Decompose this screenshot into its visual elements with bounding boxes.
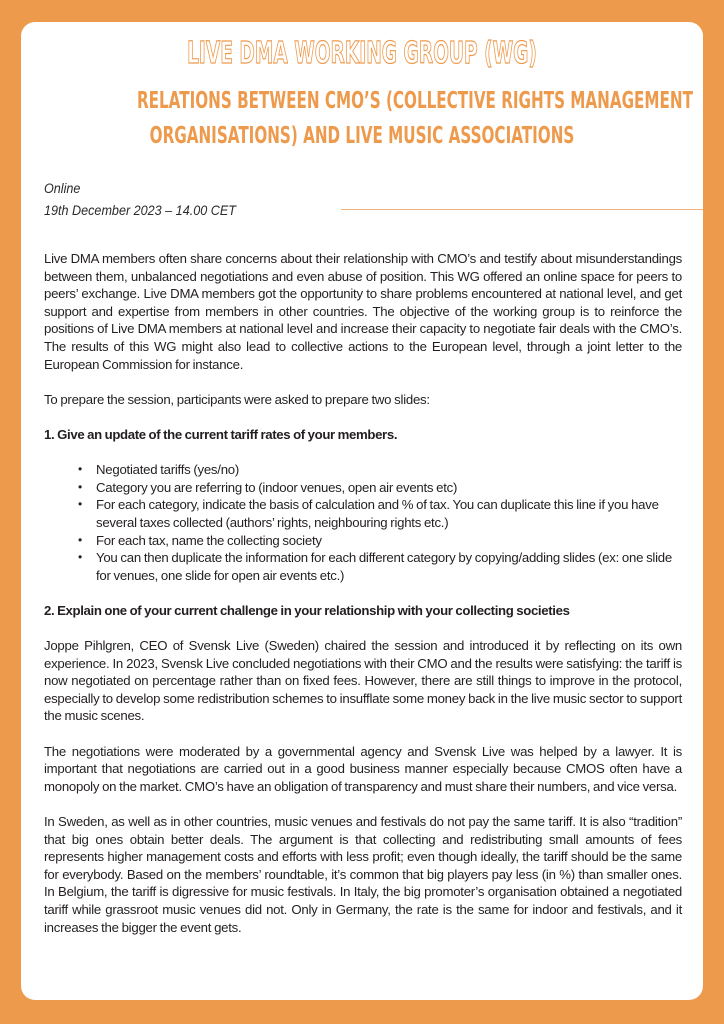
session-datetime: 19th December 2023 – 14.00 CET — [44, 202, 236, 218]
bullet-icon: • — [78, 479, 82, 494]
body-paragraph: The negotiations were moderated by a governmental agency and Svensk Live was helped by a lawyer. It is important that negotiations are carried out in a good business manner especially because CMOS often have a monopoly on the market. CMO’s have an obligation of transparency and must share their numbers, and vice versa. — [44, 743, 682, 794]
list-item: • For each category, indicate the basis of calculation and % of tax. You can duplicate this line if you have several taxes collected (authors’ rights, neighbouring rights etc.) — [78, 497, 659, 530]
document-card — [21, 22, 703, 1000]
bullet-icon: • — [78, 462, 82, 477]
session-location: Online — [44, 180, 81, 196]
prepare-paragraph: To prepare the session, participants were asked to prepare two slides: — [44, 391, 430, 407]
page-subtitle — [21, 84, 703, 154]
section-1-heading: 1. Give an update of the current tariff rates of your members. — [44, 426, 398, 442]
page-title: LIVE DMA WORKING GROUP (WG) — [187, 36, 537, 71]
list-item: • Category you are referring to (indoor venues, open air events etc) — [78, 479, 458, 495]
intro-paragraph: Live DMA members often share concerns about their relationship with CMO’s and testify about misunderstandings between them, unbalanced negotiations and even abuse of position. This WG offered an online space for peers to peers’ exchange. Live DMA members got the opportunity to share problems encountered at national level, and get support and expertise from members in other countries. The objective of the working group is to reinforce the positions of Live DMA members at national level and increase their capacity to negotiate fair deals with the CMO’s. The results of this WG might also lead to collective actions to the European level, through a joint letter to the European Commission for instance. — [44, 251, 682, 372]
section-1-bullet-list — [44, 461, 682, 584]
subtitle-line-2: ORGANISATIONS) AND LIVE MUSIC ASSOCIATIONS — [149, 123, 575, 149]
list-item: • You can then duplicate the information for each different category by copying/adding slides (ex: one slide for venues, one slide for open air events etc.) — [78, 550, 672, 583]
body-paragraph: In Sweden, as well as in other countries, music venues and festivals do not pay the same tariff. It is also “tradition” that big ones obtain better deals. The argument is that collecting and redistributing small amounts of fees represents higher management costs and efforts with less profit; even though ideally, the tariff should be the same for everybody. Based on the members’ roundtable, it’s common that big players pay less (in %) than smaller ones. In Belgium, the tariff is digressive for music festivals. In Italy, the big promoter’s organisation obtained a negotiated tariff while grassroot music venues did not. Only in Germany, the rate is the same for indoor and festivals, and it increases the bigger the event gets. — [44, 814, 682, 935]
subtitle-line-1: RELATIONS BETWEEN CMO’S (COLLECTIVE RIGHTS MANAGEMENT — [136, 88, 693, 114]
body-paragraph: Joppe Pihlgren, CEO of Svensk Live (Sweden) chaired the session and introduced it by reflecting on its own experience. In 2023, Svensk Live concluded negotiations with their CMO and the results were satisfying: the tariff is now negotiated on percentage rather than on fixed fees. However, there are still things to improve in the protocol, especially to develop some redistribution schemes to insufflate some money back in the live music sector to support the music scenes. — [44, 638, 682, 724]
meta-divider — [341, 209, 703, 210]
bullet-icon: • — [78, 497, 82, 512]
document-body — [44, 250, 682, 954]
bullet-icon: • — [78, 532, 82, 547]
section-2-heading: 2. Explain one of your current challenge in your relationship with your collecting societies — [44, 602, 570, 618]
list-item: • Negotiated tariffs (yes/no) — [78, 462, 240, 478]
list-item: • For each tax, name the collecting society — [78, 532, 322, 548]
session-meta — [44, 177, 257, 221]
bullet-icon: • — [78, 550, 82, 565]
